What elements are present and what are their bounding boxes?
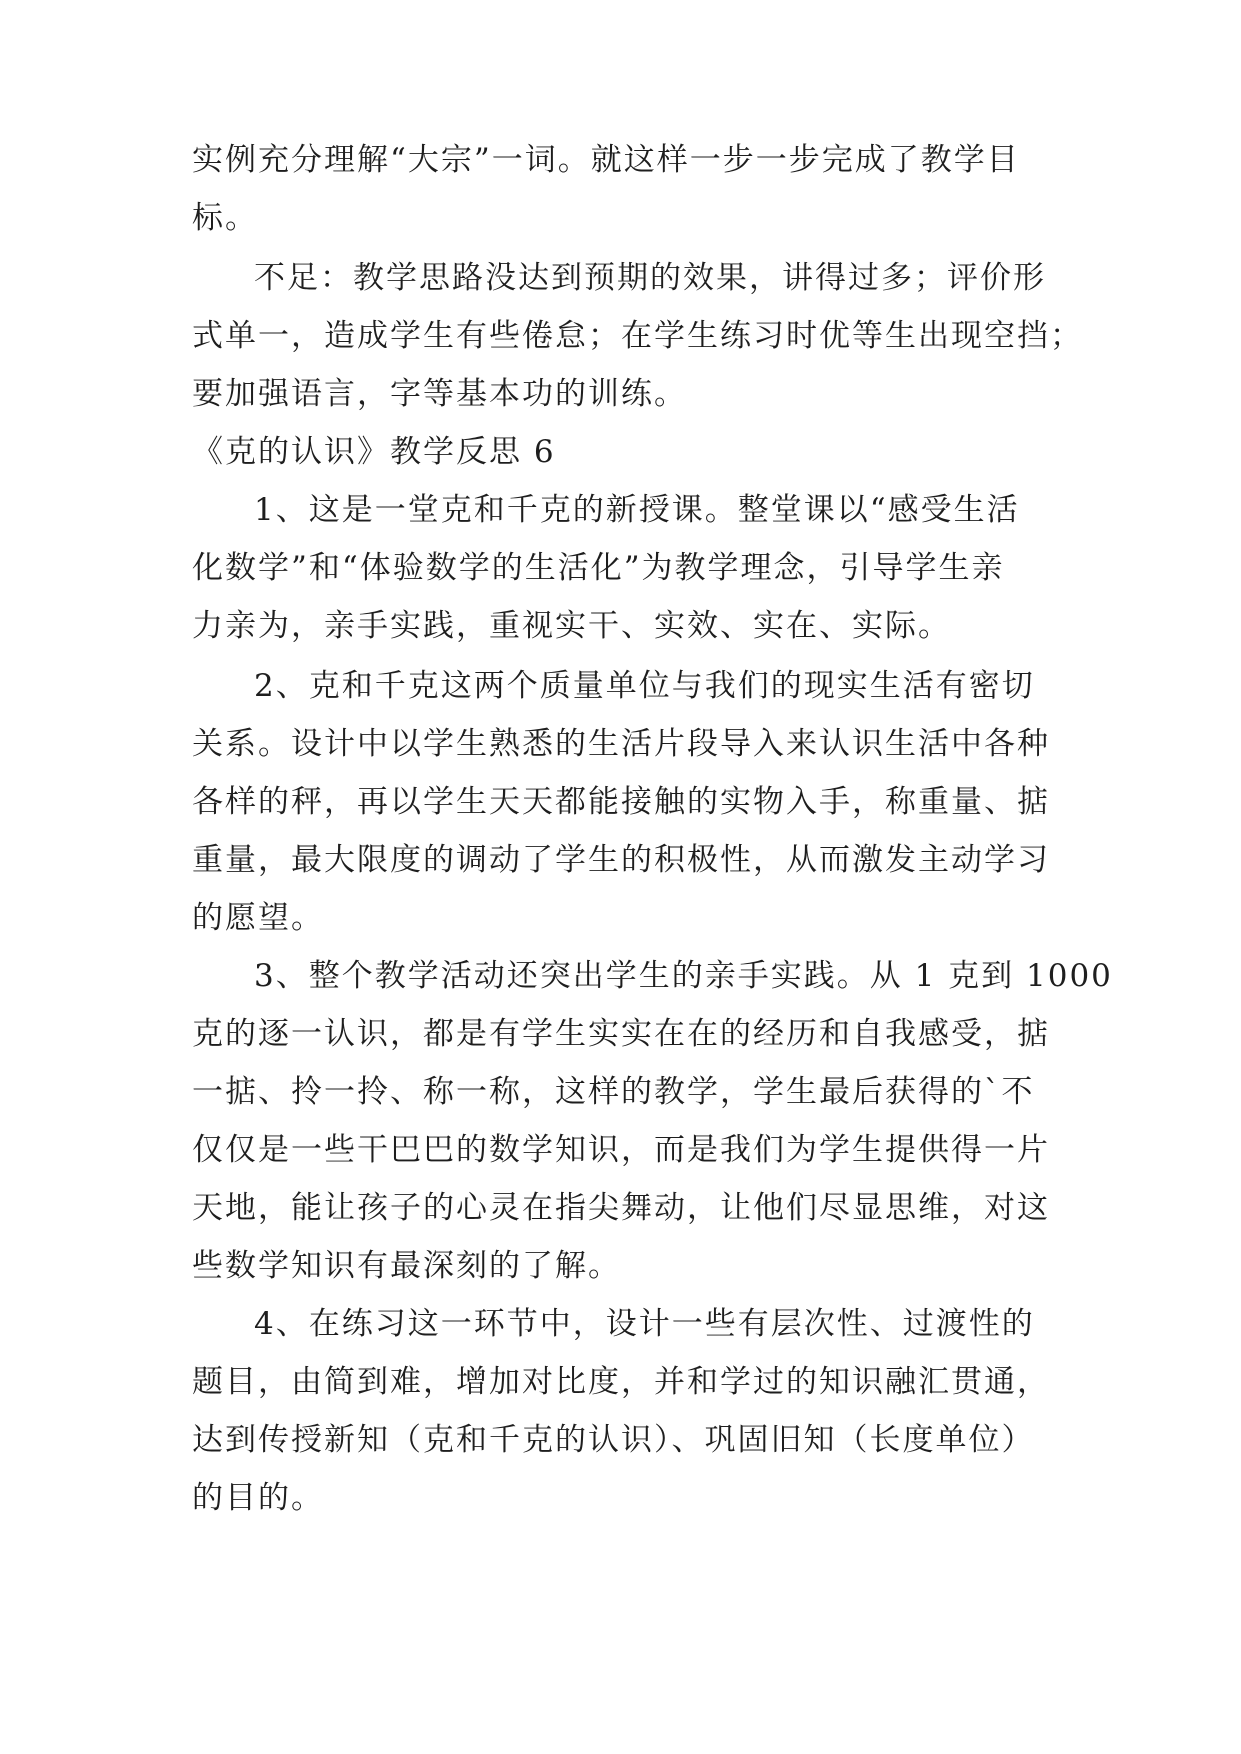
paragraph-start-line: 3、整个教学活动还突出学生的亲手实践。从 1 克到 1000	[254, 958, 1113, 994]
text-line: 标。	[192, 200, 258, 236]
text-line: 天地，能让孩子的心灵在指尖舞动，让他们尽显思维，对这	[192, 1190, 1050, 1226]
text-line: 化数学”和“体验数学的生活化”为教学理念，引导学生亲	[192, 550, 1005, 586]
text-line: 仅仅是一些干巴巴的数学知识，而是我们为学生提供得一片	[192, 1132, 1050, 1168]
paragraph-start-line: 4、在练习这一环节中，设计一些有层次性、过渡性的	[254, 1306, 1035, 1342]
text-line: 重量，最大限度的调动了学生的积极性，从而激发主动学习	[192, 842, 1050, 878]
section-heading: 《克的认识》教学反思 6	[192, 434, 556, 470]
text-line: 达到传授新知（克和千克的认识）、巩固旧知（长度单位）	[192, 1422, 1035, 1458]
text-line: 的目的。	[192, 1480, 324, 1516]
text-line: 一掂、拎一拎、称一称，这样的教学，学生最后获得的`不	[192, 1074, 1035, 1110]
text-line: 的愿望。	[192, 900, 324, 936]
text-line: 关系。设计中以学生熟悉的生活片段导入来认识生活中各种	[192, 726, 1050, 762]
paragraph-start-line: 1、这是一堂克和千克的新授课。整堂课以“感受生活	[254, 492, 1020, 528]
text-line: 式单一，造成学生有些倦怠；在学生练习时优等生出现空挡；	[192, 318, 1083, 354]
text-line: 实例充分理解“大宗”一词。就这样一步一步完成了教学目	[192, 142, 1020, 178]
text-line: 要加强语言，字等基本功的训练。	[192, 376, 687, 412]
text-line: 些数学知识有最深刻的了解。	[192, 1248, 621, 1284]
text-line: 克的逐一认识，都是有学生实实在在的经历和自我感受，掂	[192, 1016, 1050, 1052]
paragraph-start-line: 不足：教学思路没达到预期的效果，讲得过多；评价形	[254, 260, 1046, 296]
text-line: 各样的秤，再以学生天天都能接触的实物入手，称重量、掂	[192, 784, 1050, 820]
text-line: 力亲为，亲手实践，重视实干、实效、实在、实际。	[192, 608, 951, 644]
text-line: 题目，由简到难，增加对比度，并和学过的知识融汇贯通，	[192, 1364, 1050, 1400]
paragraph-start-line: 2、克和千克这两个质量单位与我们的现实生活有密切	[254, 668, 1035, 704]
